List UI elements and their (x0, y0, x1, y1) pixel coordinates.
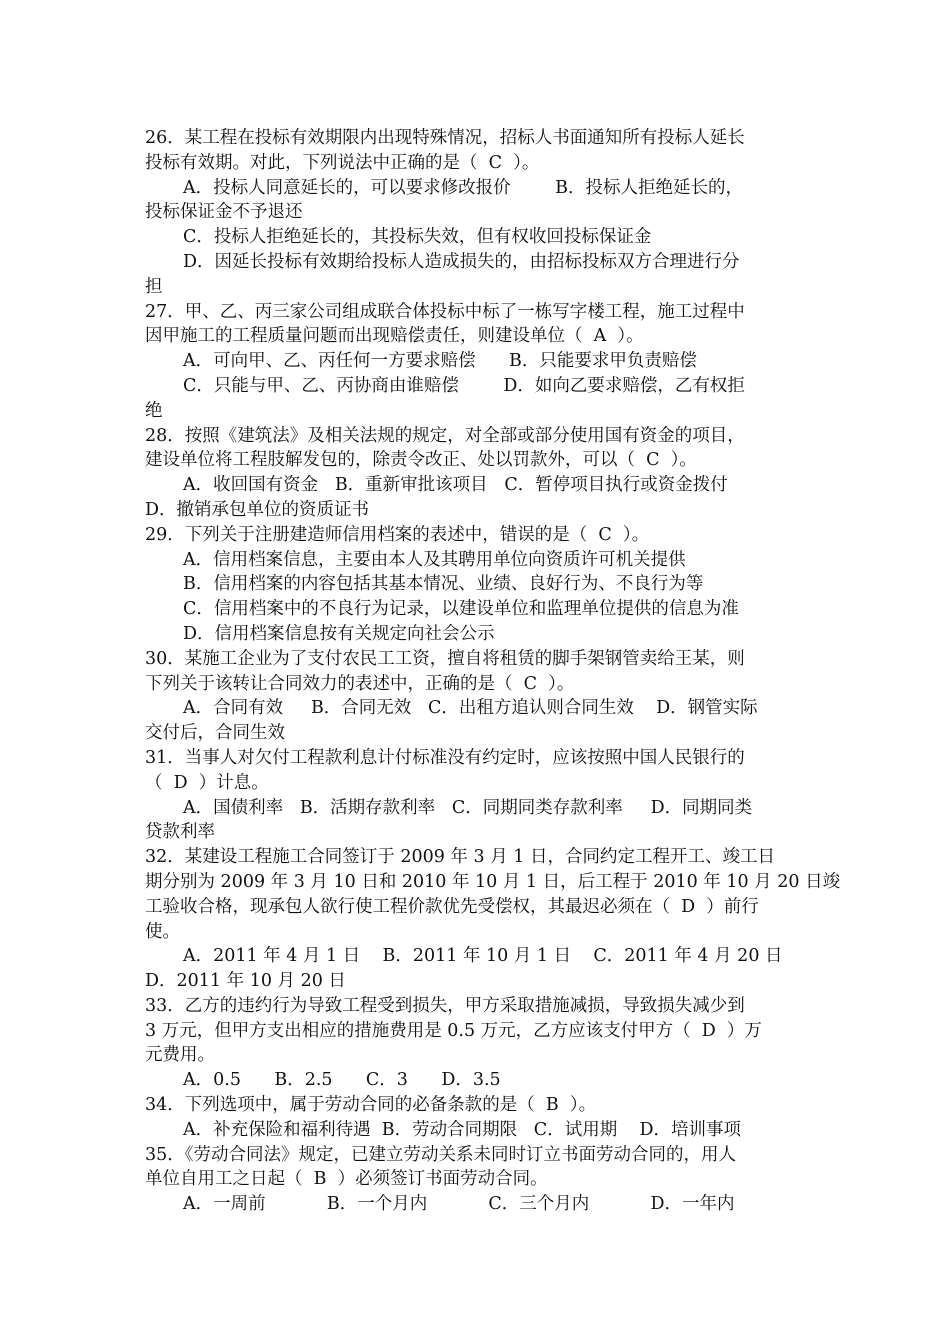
text-line: 使。 (145, 921, 180, 942)
text-line: 下列关于该转让合同效力的表述中，正确的是（ C ）。 (145, 673, 575, 694)
text-line: 交付后，合同生效 (145, 723, 285, 744)
text-line: 34．下列选项中，属于劳动合同的必备条款的是（ B ）。 (145, 1095, 597, 1116)
text-line: 工验收合格，现承包人欲行使工程价款优先受偿权，其最迟必须在（ D ）前行 (145, 896, 759, 917)
text-line: 29．下列关于注册建造师信用档案的表述中，错误的是（ C ）。 (145, 524, 650, 545)
text-line: 30．某施工企业为了支付农民工工资，擅自将租赁的脚手架钢管卖给王某，则 (145, 648, 745, 669)
text-line: C．只能与甲、乙、丙协商由谁赔偿 D．如向乙要求赔偿，乙有权拒 (183, 375, 745, 396)
text-line: 33．乙方的违约行为导致工程受到损失，甲方采取措施减损，导致损失减少到 (145, 995, 745, 1016)
text-line: A．信用档案信息，主要由本人及其聘用单位向资质许可机关提供 (183, 549, 686, 570)
text-line: A．国债利率 B．活期存款利率 C．同期同类存款利率 D．同期同类 (183, 797, 753, 818)
question-text-block (145, 126, 841, 1217)
text-line: 期分别为 2009 年 3 月 10 日和 2010 年 10 月 1 日，后工程于 2010 年 10 月 20 日竣 (145, 871, 841, 892)
text-line: 31．当事人对欠付工程款利息计付标准没有约定时，应该按照中国人民银行的 (145, 747, 745, 768)
text-line: 投标保证金不予退还 (145, 202, 303, 223)
text-line: 贷款利率 (145, 822, 215, 843)
text-line: 32．某建设工程施工合同签订于 2009 年 3 月 1 日，合同约定工程开工、竣工日 (145, 847, 775, 868)
text-line: 单位自用工之日起（ B ）必须签订书面劳动合同。 (145, 1169, 548, 1190)
text-line: 3 万元，但甲方支出相应的措施费用是 0.5 万元，乙方应该支付甲方（ D ）万 (145, 1020, 762, 1041)
text-line: 35．《劳动合同法》规定，已建立劳动关系未同时订立书面劳动合同的，用人 (145, 1144, 737, 1165)
text-line: 建设单位将工程肢解发包的，除责令改正、处以罚款外，可以（ C ）。 (145, 450, 697, 471)
text-line: A．可向甲、乙、丙任何一方要求赔偿 B．只能要求甲负责赔偿 (183, 351, 697, 372)
text-line: 27．甲、乙、丙三家公司组成联合体投标中标了一栋写字楼工程，施工过程中 (145, 301, 745, 322)
text-line: D．撤销承包单位的资质证书 (145, 499, 370, 520)
text-line: A．投标人同意延长的，可以要求修改报价 B．投标人拒绝延长的， (183, 177, 743, 198)
text-line: A．0.5 B．2.5 C．3 D．3.5 (183, 1070, 501, 1091)
text-line: D．因延长投标有效期给投标人造成损失的，由招标投标双方合理进行分 (183, 251, 740, 272)
text-line: D．2011 年 10 月 20 日 (145, 971, 346, 992)
text-line: C．信用档案中的不良行为记录，以建设单位和监理单位提供的信息为准 (183, 599, 739, 620)
text-line: 投标有效期。对此，下列说法中正确的是（ C ）。 (145, 152, 540, 173)
text-line: 26．某工程在投标有效期限内出现特殊情况，招标人书面通知所有投标人延长 (145, 128, 745, 148)
text-line: D．信用档案信息按有关规定向社会公示 (183, 623, 495, 644)
text-line: B．信用档案的内容包括其基本情况、业绩、良好行为、不良行为等 (183, 574, 704, 595)
text-line: A．2011 年 4 月 1 日 B．2011 年 10 月 1 日 C．2011 年 4 月 20 日 (183, 946, 783, 967)
text-line: A．一周前 B．一个月内 C．三个月内 D．一年内 (183, 1194, 735, 1215)
text-line: A．收回国有资金 B．重新审批该项目 C．暂停项目执行或资金拨付 (183, 475, 728, 496)
text-line: 担 (145, 276, 163, 297)
text-line: 元费用。 (145, 1045, 215, 1066)
text-line: （ D ）计息。 (145, 772, 269, 793)
text-line: A．合同有效 B．合同无效 C．出租方追认则合同生效 D．钢管实际 (183, 698, 758, 719)
text-line: C．投标人拒绝延长的，其投标失效，但有权收回投标保证金 (183, 227, 652, 248)
text-line: 28．按照《建筑法》及相关法规的规定，对全部或部分使用国有资金的项目， (145, 425, 745, 446)
text-line: 绝 (145, 400, 163, 421)
text-line: A．补充保险和福利待遇 B．劳动合同期限 C．试用期 D．培训事项 (183, 1119, 741, 1140)
text-line: 因甲施工的工程质量问题而出现赔偿责任，则建设单位（ A ）。 (145, 326, 644, 347)
